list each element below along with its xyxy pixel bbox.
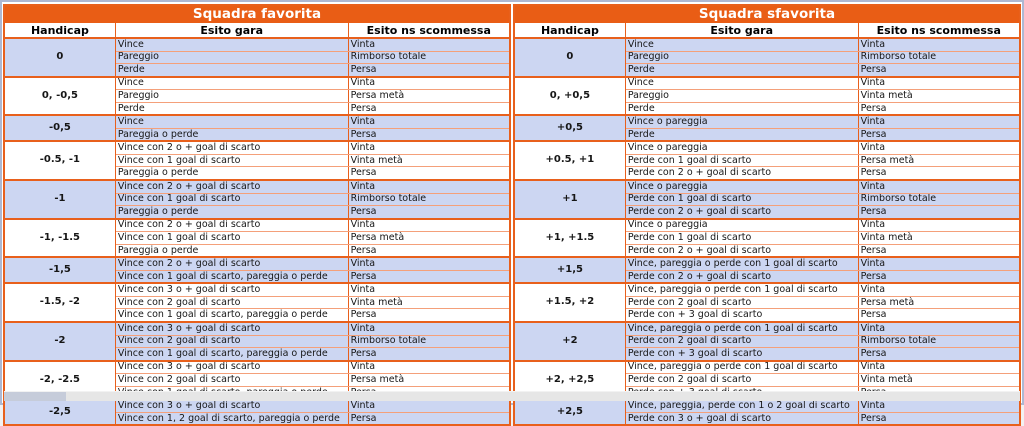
bet-result-cell: Persa xyxy=(348,167,510,180)
match-result-cell: Perde con 2 o + goal di scarto xyxy=(625,167,858,180)
bet-result-cell: Rimborso totale xyxy=(348,335,510,348)
match-result-cell: Perde xyxy=(115,64,348,77)
match-result-cell: Vince con 2 o + goal di scarto xyxy=(115,180,348,193)
bet-result-cell: Vinta xyxy=(858,38,1020,51)
table-row xyxy=(4,141,510,154)
bet-result-cell: Rimborso totale xyxy=(858,51,1020,64)
match-result-cell: Vince con 2 goal di scarto xyxy=(115,296,348,309)
scrollbar-thumb[interactable] xyxy=(4,392,66,401)
match-result-cell: Vince, pareggia o perde con 1 goal di scarto xyxy=(625,361,858,374)
handicap-cell: -1,5 xyxy=(4,257,115,283)
bet-result-cell: Persa xyxy=(858,167,1020,180)
bet-result-cell: Vinta xyxy=(858,77,1020,90)
match-result-cell: Perde con + 3 goal di scarto xyxy=(625,348,858,361)
bet-result-cell: Persa xyxy=(348,270,510,283)
bet-result-cell: Vinta xyxy=(858,115,1020,128)
match-result-cell: Vince, pareggia o perde con 1 goal di scarto xyxy=(625,283,858,296)
match-result-cell: Pareggia o perde xyxy=(115,128,348,141)
bet-result-cell: Vinta xyxy=(858,180,1020,193)
table-row xyxy=(4,180,510,193)
bet-result-cell: Vinta metà xyxy=(858,90,1020,103)
bet-result-cell: Vinta metà xyxy=(858,232,1020,245)
match-result-cell: Vince xyxy=(115,115,348,128)
bet-result-cell: Persa metà xyxy=(348,90,510,103)
match-result-cell: Perde con 1 goal di scarto xyxy=(625,154,858,167)
bet-result-cell: Vinta xyxy=(858,361,1020,374)
bet-result-cell: Vinta xyxy=(858,283,1020,296)
match-result-cell: Pareggia o perde xyxy=(115,206,348,219)
handicap-cell: +2,5 xyxy=(514,399,625,425)
bet-result-cell: Vinta metà xyxy=(348,154,510,167)
match-result-cell: Vince, pareggia o perde con 1 goal di scarto xyxy=(625,257,858,270)
table-row xyxy=(514,322,1020,335)
match-result-cell: Pareggio xyxy=(115,90,348,103)
handicap-cell: -1 xyxy=(4,180,115,219)
bet-result-cell: Persa xyxy=(858,206,1020,219)
handicap-cell: +1.5, +2 xyxy=(514,283,625,322)
bet-result-cell: Vinta xyxy=(348,283,510,296)
handicap-cell: 0, +0,5 xyxy=(514,77,625,116)
bet-result-cell: Persa xyxy=(348,206,510,219)
match-result-cell: Vince con 2 goal di scarto xyxy=(115,335,348,348)
bet-result-cell: Vinta xyxy=(348,180,510,193)
bet-result-cell: Vinta xyxy=(348,219,510,232)
bet-result-cell: Vinta xyxy=(348,257,510,270)
bet-result-cell: Persa xyxy=(858,309,1020,322)
handicap-cell: -2 xyxy=(4,322,115,361)
handicap-cell: -0.5, -1 xyxy=(4,141,115,180)
match-result-cell: Vince con 2 o + goal di scarto xyxy=(115,219,348,232)
column-header: Esito ns scommessa xyxy=(858,23,1020,39)
match-result-cell: Vince xyxy=(115,38,348,51)
match-result-cell: Vince con 1 goal di scarto xyxy=(115,232,348,245)
table-row xyxy=(4,399,510,412)
bet-result-cell: Persa metà xyxy=(348,232,510,245)
match-result-cell: Vince, pareggia, perde con 1 o 2 goal di scarto xyxy=(625,399,858,412)
bet-result-cell: Persa metà xyxy=(858,296,1020,309)
column-header: Esito gara xyxy=(115,23,348,39)
match-result-cell: Perde xyxy=(115,102,348,115)
bet-result-cell: Persa xyxy=(348,102,510,115)
match-result-cell: Vince o pareggia xyxy=(625,180,858,193)
bet-result-cell: Persa xyxy=(858,64,1020,77)
match-result-cell: Perde con 2 o + goal di scarto xyxy=(625,206,858,219)
bet-result-cell: Persa xyxy=(348,244,510,257)
bet-result-cell: Persa xyxy=(348,128,510,141)
match-result-cell: Pareggio xyxy=(625,90,858,103)
bet-result-cell: Vinta xyxy=(858,257,1020,270)
bet-result-cell: Persa xyxy=(858,412,1020,425)
match-result-cell: Perde xyxy=(625,64,858,77)
bet-result-cell: Vinta xyxy=(348,322,510,335)
match-result-cell: Vince, pareggia o perde con 1 goal di scarto xyxy=(625,322,858,335)
handicap-cell: 0, -0,5 xyxy=(4,77,115,116)
table-row xyxy=(4,322,510,335)
match-result-cell: Perde con 1 goal di scarto xyxy=(625,232,858,245)
table-row xyxy=(4,283,510,296)
match-result-cell: Perde con 2 o + goal di scarto xyxy=(625,244,858,257)
match-result-cell: Vince con 3 o + goal di scarto xyxy=(115,322,348,335)
bet-result-cell: Rimborso totale xyxy=(858,193,1020,206)
bet-result-cell: Persa metà xyxy=(348,374,510,387)
match-result-cell: Vince con 2 goal di scarto xyxy=(115,374,348,387)
column-header: Handicap xyxy=(4,23,115,39)
bet-result-cell: Vinta xyxy=(348,141,510,154)
bet-result-cell: Vinta xyxy=(348,38,510,51)
bet-result-cell: Persa xyxy=(348,309,510,322)
match-result-cell: Vince con 1 goal di scarto, pareggia o perde xyxy=(115,309,348,322)
handicap-cell: +2, +2,5 xyxy=(514,361,625,400)
handicap-cell: -1, -1.5 xyxy=(4,219,115,258)
table-row xyxy=(514,219,1020,232)
table-row xyxy=(514,77,1020,90)
table-row xyxy=(4,257,510,270)
bet-result-cell: Persa xyxy=(858,270,1020,283)
match-result-cell: Perde con 2 goal di scarto xyxy=(625,296,858,309)
handicap-cell: -2, -2.5 xyxy=(4,361,115,400)
handicap-cell: +2 xyxy=(514,322,625,361)
bet-result-cell: Rimborso totale xyxy=(348,51,510,64)
handicap-cell: 0 xyxy=(514,38,625,77)
bet-result-cell: Persa xyxy=(348,64,510,77)
match-result-cell: Vince con 3 o + goal di scarto xyxy=(115,361,348,374)
table-row xyxy=(514,141,1020,154)
match-result-cell: Perde con 3 o + goal di scarto xyxy=(625,412,858,425)
match-result-cell: Perde con 2 o + goal di scarto xyxy=(625,270,858,283)
match-result-cell: Vince xyxy=(115,77,348,90)
match-result-cell: Vince con 1 goal di scarto xyxy=(115,154,348,167)
handicap-cell: +1, +1.5 xyxy=(514,219,625,258)
bet-result-cell: Vinta xyxy=(858,141,1020,154)
match-result-cell: Vince con 1, 2 goal di scarto, pareggia o perde xyxy=(115,412,348,425)
match-result-cell: Vince con 2 o + goal di scarto xyxy=(115,141,348,154)
handicap-cell: +1 xyxy=(514,180,625,219)
bet-result-cell: Persa xyxy=(348,412,510,425)
match-result-cell: Perde con 2 goal di scarto xyxy=(625,374,858,387)
match-result-cell: Vince con 3 o + goal di scarto xyxy=(115,399,348,412)
match-result-cell: Pareggia o perde xyxy=(115,244,348,257)
handicap-cell: +0,5 xyxy=(514,115,625,141)
table-row xyxy=(4,219,510,232)
table-row xyxy=(514,257,1020,270)
match-result-cell: Vince con 1 goal di scarto, pareggia o perde xyxy=(115,270,348,283)
horizontal-scrollbar[interactable] xyxy=(4,391,1020,401)
handicap-cell: +0.5, +1 xyxy=(514,141,625,180)
bet-result-cell: Vinta xyxy=(348,399,510,412)
bet-result-cell: Vinta xyxy=(348,77,510,90)
favorite-team-handicap-table xyxy=(3,4,511,426)
table-title: Squadra favorita xyxy=(4,5,510,23)
match-result-cell: Vince o pareggia xyxy=(625,141,858,154)
handicap-cell: -1.5, -2 xyxy=(4,283,115,322)
handicap-tables-container xyxy=(2,2,1022,426)
handicap-cell: 0 xyxy=(4,38,115,77)
match-result-cell: Perde con + 3 goal di scarto xyxy=(625,309,858,322)
match-result-cell: Pareggia o perde xyxy=(115,167,348,180)
table-row xyxy=(4,38,510,51)
match-result-cell: Vince con 1 goal di scarto xyxy=(115,193,348,206)
table-row xyxy=(4,361,510,374)
handicap-cell: -0,5 xyxy=(4,115,115,141)
column-header: Handicap xyxy=(514,23,625,39)
table-row xyxy=(514,38,1020,51)
match-result-cell: Perde xyxy=(625,128,858,141)
match-result-cell: Pareggio xyxy=(625,51,858,64)
match-result-cell: Vince con 3 o + goal di scarto xyxy=(115,283,348,296)
table-title: Squadra sfavorita xyxy=(514,5,1020,23)
bet-result-cell: Vinta xyxy=(858,399,1020,412)
bet-result-cell: Rimborso totale xyxy=(348,193,510,206)
handicap-cell: +1,5 xyxy=(514,257,625,283)
match-result-cell: Vince con 1 goal di scarto, pareggia o perde xyxy=(115,348,348,361)
column-header: Esito gara xyxy=(625,23,858,39)
match-result-cell: Vince o pareggia xyxy=(625,115,858,128)
column-header: Esito ns scommessa xyxy=(348,23,510,39)
match-result-cell: Vince xyxy=(625,77,858,90)
table-row xyxy=(514,180,1020,193)
match-result-cell: Perde con 1 goal di scarto xyxy=(625,193,858,206)
table-row xyxy=(514,283,1020,296)
match-result-cell: Vince xyxy=(625,38,858,51)
handicap-cell: -2,5 xyxy=(4,399,115,425)
bet-result-cell: Rimborso totale xyxy=(858,335,1020,348)
bet-result-cell: Vinta xyxy=(348,361,510,374)
table-row xyxy=(4,115,510,128)
bet-result-cell: Persa xyxy=(348,348,510,361)
bet-result-cell: Persa xyxy=(858,102,1020,115)
bet-result-cell: Vinta xyxy=(348,115,510,128)
table-row xyxy=(4,77,510,90)
bet-result-cell: Vinta xyxy=(858,219,1020,232)
match-result-cell: Perde con 2 goal di scarto xyxy=(625,335,858,348)
bet-result-cell: Vinta metà xyxy=(858,374,1020,387)
match-result-cell: Pareggio xyxy=(115,51,348,64)
bet-result-cell: Vinta metà xyxy=(348,296,510,309)
table-row xyxy=(514,361,1020,374)
bet-result-cell: Persa xyxy=(858,244,1020,257)
match-result-cell: Vince o pareggia xyxy=(625,219,858,232)
bet-result-cell: Persa metà xyxy=(858,154,1020,167)
bet-result-cell: Persa xyxy=(858,128,1020,141)
bet-result-cell: Persa xyxy=(858,348,1020,361)
bet-result-cell: Vinta xyxy=(858,322,1020,335)
underdog-team-handicap-table xyxy=(513,4,1021,426)
table-row xyxy=(514,115,1020,128)
match-result-cell: Vince con 2 o + goal di scarto xyxy=(115,257,348,270)
match-result-cell: Perde xyxy=(625,102,858,115)
table-row xyxy=(514,399,1020,412)
